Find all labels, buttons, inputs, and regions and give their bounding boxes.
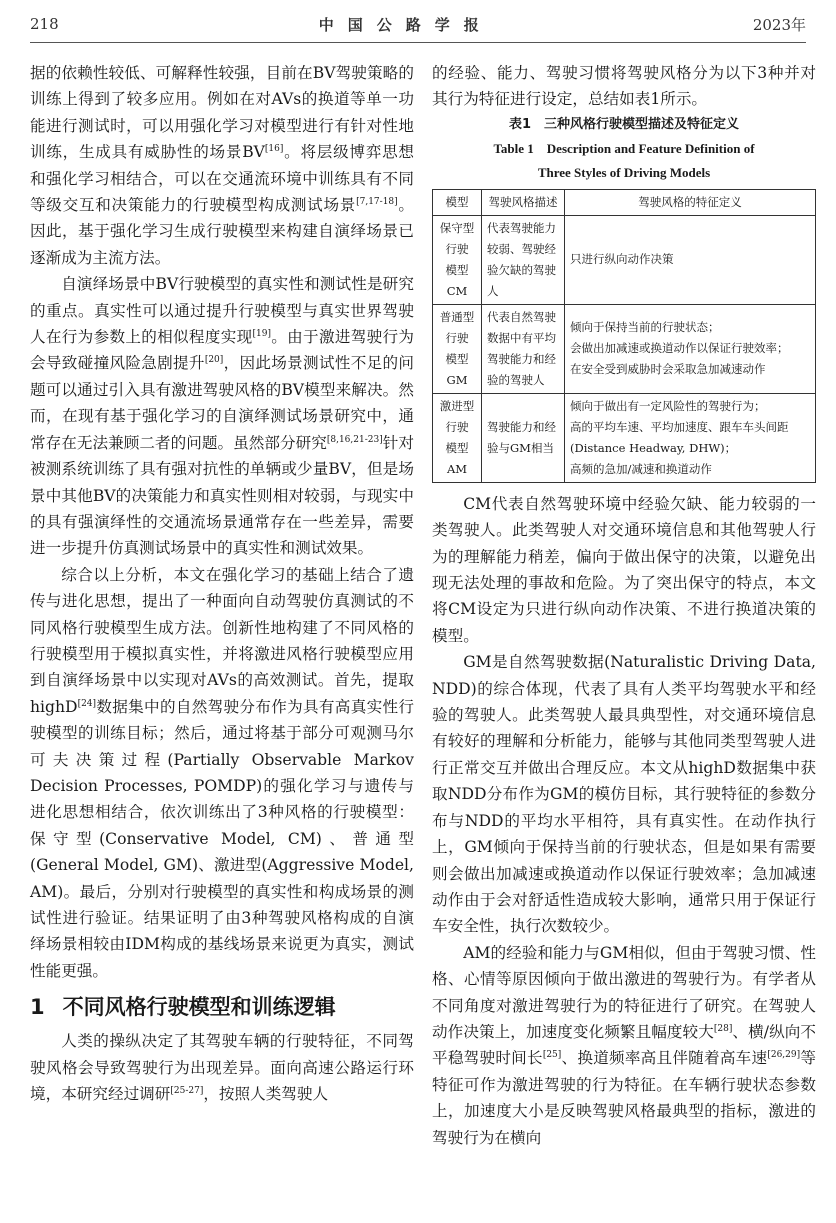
model-cell (433, 215, 482, 304)
text-run: 、换道频率高且伴随着高车速 (561, 1049, 768, 1068)
model-line: 模型 (445, 440, 469, 455)
issue-year: 2023年 (752, 15, 806, 34)
model-line: AM (446, 461, 468, 476)
paragraph (30, 562, 414, 985)
text-run: 针对被测系统训练了具有强对抗性的单辆或少量BV，但是场景中其他BV的决策能力和真实性则相对较弱，与现实中的具有强演绎性的交通流场景通常存在一些差异，需要进一步提升仿真测试场景中的真实性和测试效果。 (30, 433, 414, 558)
model-line: 模型 (445, 351, 469, 366)
citation: [26,29] (767, 1050, 801, 1061)
text-run: 。将层级博弈思想和强化学习相结合，可以在交通流环境中训练具有不同等级交互和决策能力的行驶模型构成测试场景 (30, 143, 414, 215)
feature-definition-cell (565, 393, 816, 482)
model-line: 行驶 (445, 241, 469, 256)
citation: [24] (77, 698, 97, 709)
table-row (433, 393, 816, 482)
citation: [7,17-18] (356, 196, 398, 207)
table-header-cell: 驾驶风格的特征定义 (565, 189, 816, 215)
text-run: GM是自然驾驶数据(Naturalistic Driving Data, NDD)的综合体现，代表了具有人类平均驾驶水平和经验的驾驶人。此类驾驶人最具典型性，对交通环境信息有较好的理解和分析能力，能够与其他同类型驾驶人进行正常交互并做出合理反应。本文从highD数据集中获取NDD分布作为GM的模仿目标，其行驶特征的参数分布与NDD的平均水平相符，具有真实性。在动作执行上，GM倾向于保持当前的行驶状态，但是如果有需要则会做出加减速或换道动作以保证行驶效率；急加减速动作由于会对舒适性造成较大影响，通常只用于保证行车安全性，执行次数较少。 (432, 653, 816, 936)
text-run: 、横/纵向不平稳驾驶时间长 (432, 1022, 816, 1068)
text-run: 数据集中的自然驾驶分布作为具有高真实性行驶模型的训练目标；然后，通过将基于部分可观测马尔可夫决策过程(Partially Observable Markov Decision Processes, POMDP)的强化学习与遗传与进化思想相结合，依次训练出了3种风格的行驶模型：保守型(Conservative Model, CM)、普通型(General Model, GM)、激进型(Aggressive Model, AM)。最后，分别对行驶模型的真实性和构成场景的测试性进行验证。结果证明了由3种驾驶风格构成的自演绎场景相较由IDM构成的基线场景来说更为真实，测试性能更强。 (30, 697, 414, 980)
page-number: 218 (30, 15, 59, 33)
model-line: GM (446, 372, 468, 387)
style-description-cell: 驾驶能力和经验与GM相当 (482, 393, 565, 482)
paragraph (432, 491, 816, 649)
citation: [28] (713, 1023, 733, 1034)
model-line: 模型 (445, 262, 469, 277)
table-row (433, 215, 816, 304)
model-line: 行驶 (445, 330, 469, 345)
style-description-cell: 代表驾驶能力较弱、驾驶经验欠缺的驾驶人 (482, 215, 565, 304)
feature-line: 高的平均车速、平均加速度、跟车车头间距(Distance Headway, DHW)； (570, 419, 789, 455)
feature-line: 倾向于做出有一定风险性的驾驶行为； (570, 398, 766, 413)
model-line: 保守型 (439, 220, 475, 235)
feature-line: 高频的急加/减速和换道动作 (570, 461, 712, 476)
paragraph (432, 940, 816, 1151)
table-title-en-line2: Three Styles of Driving Models (537, 164, 711, 180)
feature-definition-cell (565, 215, 816, 304)
citation: [16] (264, 144, 284, 155)
feature-line: 会做出加减速或换道动作以保证行驶效率； (570, 341, 789, 356)
text-run: 的经验、能力、驾驶习惯将驾驶风格分为以下3种并对其行为特征进行设定，总结如表1所示。 (432, 64, 816, 109)
paragraph (432, 60, 816, 113)
paragraph (30, 1028, 414, 1107)
table-header-row (433, 189, 816, 215)
table-row (433, 304, 816, 393)
section-heading (30, 992, 414, 1022)
model-cell (433, 393, 482, 482)
running-header (30, 10, 806, 38)
citation: [20] (204, 355, 224, 366)
feature-line: 在安全受到威胁时会采取急加减速动作 (570, 362, 766, 377)
table-header-cell: 模型 (433, 189, 482, 215)
right-column (432, 60, 816, 1151)
text-run: 人类的操纵决定了其驾驶车辆的行驶特征，不同驾驶风格会导致驾驶行为出现差异。面向高速公路运行环境，本研究经过调研 (30, 1032, 414, 1104)
left-column (30, 60, 414, 1107)
text-run: ，因此场景测试性不足的问题可以通过引入具有激进驾驶风格的BV模型来解决。然而，在现有基于强化学习的自演绎测试场景研究中，通常存在无法兼顾二者的问题。虽然部分研究 (30, 354, 414, 452)
table-header-cell: 驾驶风格描述 (482, 189, 565, 215)
table-title-cn: 表1 三种风格行驶模型描述及特征定义 (508, 116, 740, 132)
driving-style-table (432, 189, 816, 483)
citation: [25-27] (170, 1085, 204, 1096)
paragraph (30, 271, 414, 561)
text-run: 。因此，基于强化学习生成行驶模型来构建自演绎场景已逐渐成为主流方法。 (30, 196, 414, 267)
paragraph (30, 60, 414, 271)
feature-line: 倾向于保持当前的行驶状态； (570, 320, 720, 335)
table-title-en-line1: Table 1 Description and Feature Definition of (493, 140, 755, 156)
journal-name: 中国公路学报 (318, 15, 493, 34)
feature-definition-cell (565, 304, 816, 393)
text-run: ，按照人类驾驶人 (203, 1085, 329, 1104)
table-title-en (432, 137, 816, 185)
feature-line: 只进行纵向动作决策 (570, 252, 674, 267)
section-number: 1 (30, 995, 45, 1020)
model-line: 行驶 (445, 419, 469, 434)
text-run: 据的依赖性较低、可解释性较强，目前在BV驾驶策略的训练上得到了较多应用。例如在对AVs的换道等单一功能进行测试时，可以用强化学习对模型进行有针对性地训练，生成具有威胁性的场景BV (30, 64, 414, 162)
text-run: 。由于激进驾驶行为会导致碰撞风险急剧提升 (30, 328, 414, 373)
text-run: CM代表自然驾驶环境中经验欠缺、能力较弱的一类驾驶人。此类驾驶人对交通环境信息和其他驾驶人行为的理解能力稍差，偏向于做出保守的决策，以避免出现无法处理的事故和危险。为了突出保守的特点，本文将CM设定为只进行纵向动作决策、不进行换道决策的模型。 (432, 494, 816, 645)
model-line: CM (446, 283, 468, 298)
header-rule (30, 42, 806, 43)
citation: [25] (542, 1050, 562, 1061)
text-run: AM的经验和能力与GM相似，但由于驾驶习惯、性格、心情等原因倾向于做出激进的驾驶行为。有学者从不同角度对激进驾驶行为的特征进行了研究。在驾驶人动作决策上，加速度变化频繁且幅度较大 (432, 943, 816, 1041)
style-description-cell: 代表自然驾驶数据中有平均驾驶能力和经验的驾驶人 (482, 304, 565, 393)
citation: [19] (252, 328, 271, 339)
table-body (433, 215, 816, 482)
citation: [8,16,21-23] (326, 434, 383, 445)
model-line: 普通型 (439, 309, 475, 324)
model-cell (433, 304, 482, 393)
model-line: 激进型 (439, 398, 475, 413)
text-run: 等特征可作为激进驾驶的行为特征。在车辆行驶状态参数上，加速度大小是反映驾驶风格最典型的指标，激进的驾驶行为在横向 (432, 1049, 816, 1147)
paragraph (432, 649, 816, 939)
text-run: 自演绎场景中BV行驶模型的真实性和测试性是研究的重点。真实性可以通过提升行驶模型与真实世界驾驶人在行为参数上的相似程度实现 (30, 275, 414, 347)
section-title: 不同风格行驶模型和训练逻辑 (62, 995, 336, 1020)
text-run: 综合以上分析，本文在强化学习的基础上结合了遗传与进化思想，提出了一种面向自动驾驶仿真测试的不同风格行驶模型生成方法。创新性地构建了不同风格的行驶模型用于模拟真实性，并将激进风格行驶模型应用到自演绎场景中以实现对AVs的高效测试。首先，提取highD (30, 565, 414, 716)
